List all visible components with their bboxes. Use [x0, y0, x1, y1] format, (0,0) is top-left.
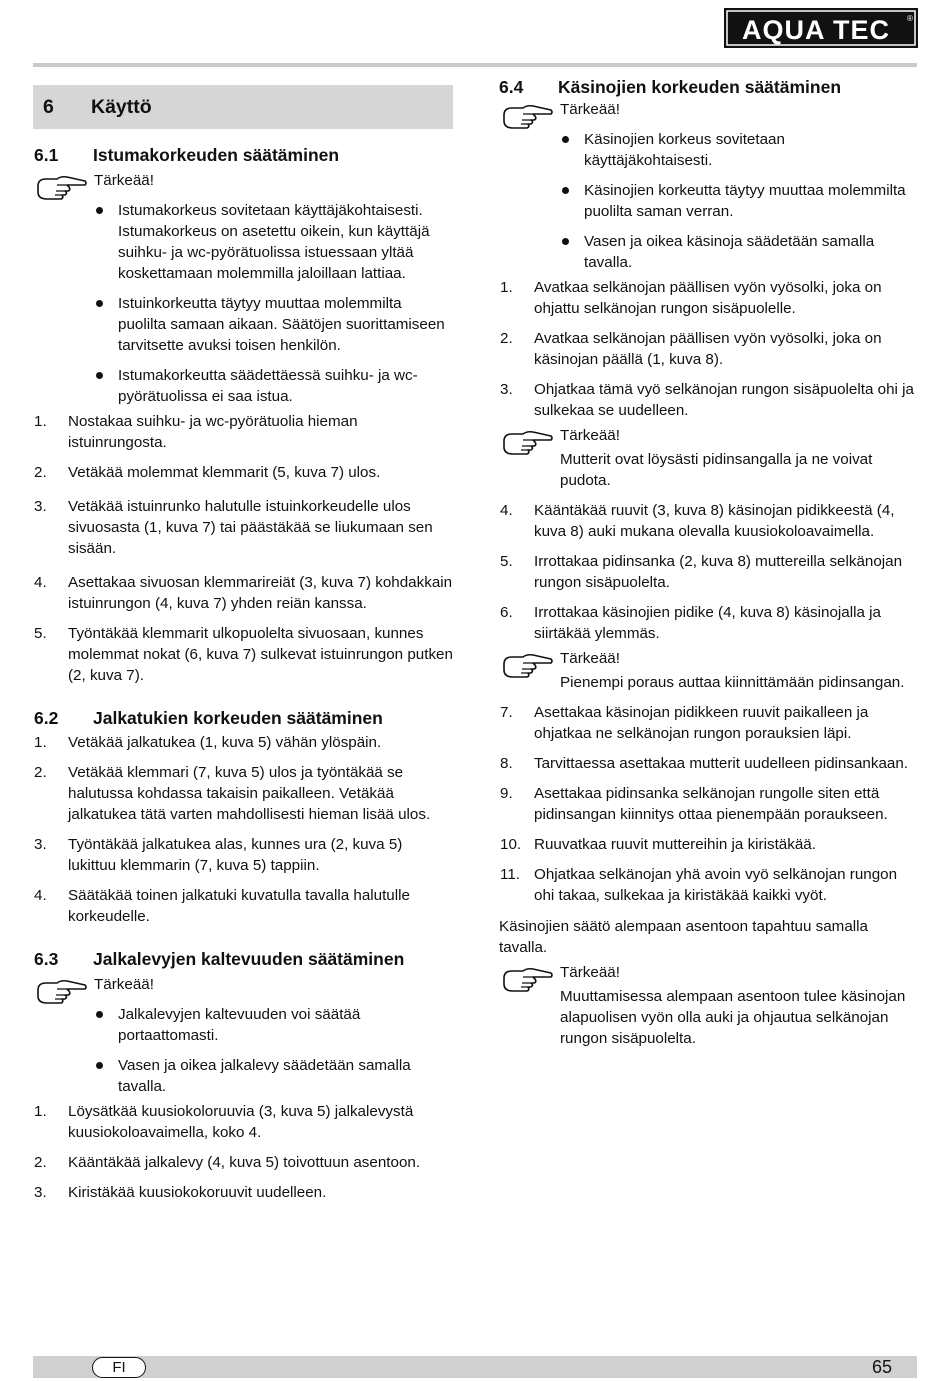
step-number: 6. — [500, 604, 513, 621]
step-text: Irrottakaa käsinojien pidike (4, kuva 8) käsinojalla ja siirtäkää ylemmäs. — [534, 604, 881, 642]
important-note — [499, 425, 917, 491]
bullet-item: Jalkalevyjen kaltevuuden voi säätää portaattomasti. — [94, 1004, 453, 1046]
step-item — [33, 1182, 453, 1203]
bullet-item: Käsinojien korkeus sovitetaan käyttäjäkohtaisesti. — [560, 129, 917, 171]
step-item — [499, 753, 917, 774]
important-note — [499, 99, 917, 273]
step-text: Asettakaa pidinsanka selkänojan rungolle siten että pidinsangan kiinnitys ottaa pienempään poraukseen. — [534, 785, 888, 823]
note-title: Tärkeää! — [560, 427, 620, 444]
language-badge: FI — [92, 1357, 146, 1378]
note-text: Pienempi poraus auttaa kiinnittämään pidinsangan. — [560, 674, 905, 691]
step-item — [33, 885, 453, 927]
step-item — [33, 572, 453, 614]
step-text: Avatkaa selkänojan päällisen vyön vyösolki, joka on käsinojan päällä (1, kuva 8). — [534, 330, 882, 368]
step-item — [499, 500, 917, 542]
section-heading-6-4 — [499, 76, 917, 98]
footer-bar — [33, 1356, 917, 1378]
step-item — [33, 496, 453, 559]
step-number: 1. — [34, 1103, 47, 1120]
step-text: Irrottakaa pidinsanka (2, kuva 8) muttereilla selkänojan rungon sisäpuolelta. — [534, 553, 903, 591]
step-text: Vetäkää jalkatukea (1, kuva 5) vähän ylöspäin. — [68, 734, 382, 751]
chapter-number: 6 — [43, 96, 54, 118]
step-number: 10. — [500, 836, 522, 853]
section-title: Käsinojien korkeuden säätäminen — [558, 77, 842, 97]
left-column — [33, 76, 453, 1203]
section-number: 6.3 — [34, 949, 59, 969]
step-number: 2. — [500, 330, 513, 347]
step-number: 1. — [34, 734, 47, 751]
step-number: 5. — [34, 625, 47, 642]
step-text: Asettakaa käsinojan pidikkeen ruuvit paikalleen ja ohjatkaa ne selkänojan rungon porauksien läpi. — [534, 704, 869, 742]
step-number: 4. — [34, 887, 47, 904]
step-number: 3. — [500, 381, 513, 398]
bullet-item: Istumakorkeus sovitetaan käyttäjäkohtaisesti. Istumakorkeus on asetettu oikein, kun käyttäjä suihku- ja wc-pyörätuolissa istuessaan yltää koskettamaan molemmilla jaloillaan lattiaa. — [94, 200, 453, 284]
step-text: Kääntäkää ruuvit (3, kuva 8) käsinojan pidikkeestä (4, kuva 8) auki mukana olevalla kuusiokoloavaimella. — [534, 502, 895, 540]
step-number: 4. — [34, 574, 47, 591]
section-number: 6.4 — [499, 77, 524, 97]
step-item — [33, 411, 453, 453]
step-text: Työntäkää jalkatukea alas, kunnes ura (2, kuva 5) lukittuu klemmarin (7, kuva 5) tappiin. — [68, 836, 403, 874]
important-note — [499, 962, 917, 1049]
note-title: Tärkeää! — [94, 172, 154, 189]
note-title: Tärkeää! — [560, 964, 620, 981]
step-number: 1. — [500, 279, 513, 296]
step-text: Kääntäkää jalkalevy (4, kuva 5) toivottuun asentoon. — [68, 1154, 421, 1171]
step-text: Löysätkää kuusiokoloruuvia (3, kuva 5) jalkalevystä kuusiokoloavaimella, koko 4. — [68, 1103, 414, 1141]
section-title: Jalkalevyjen kaltevuuden säätäminen — [93, 949, 405, 969]
step-number: 8. — [500, 755, 513, 772]
section-title: Jalkatukien korkeuden säätäminen — [93, 708, 383, 728]
svg-text:AQUA TEC: AQUA TEC — [742, 15, 890, 45]
section-heading-6-3 — [33, 948, 453, 970]
step-item — [499, 602, 917, 644]
pointing-hand-icon — [501, 965, 553, 995]
bullet-item: Istumakorkeutta säädettäessä suihku- ja wc-pyörätuolissa ei saa istua. — [94, 365, 453, 407]
aquatec-logo — [724, 8, 918, 48]
step-item — [499, 277, 917, 319]
bullet-item: Istuinkorkeutta täytyy muuttaa molemmilta puolilta samaan aikaan. Säätöjen suorittamiseen tarvitsette avuksi toisen henkilön. — [94, 293, 453, 356]
important-note — [499, 648, 917, 693]
step-item — [33, 732, 453, 753]
step-text: Vetäkää istuinrunko halutulle istuinkorkeudelle ulos sivuosasta (1, kuva 7) tai päästäkää se liukumaan sen sisään. — [68, 498, 433, 557]
step-item — [33, 462, 453, 483]
step-item — [499, 551, 917, 593]
note-text: Muuttamisessa alempaan asentoon tulee käsinojan alapuolisen vyön olla auki ja ohjautua selkänojan rungon sisäpuolelta. — [560, 988, 906, 1047]
step-number: 1. — [34, 413, 47, 430]
section-heading-6-2 — [33, 707, 453, 729]
step-item — [499, 328, 917, 370]
important-note — [33, 170, 453, 407]
step-number: 2. — [34, 464, 47, 481]
step-number: 3. — [34, 1184, 47, 1201]
step-text: Nostakaa suihku- ja wc-pyörätuolia hieman istuinrungosta. — [68, 413, 358, 451]
step-item — [499, 379, 917, 421]
step-text: Vetäkää molemmat klemmarit (5, kuva 7) ulos. — [68, 464, 381, 481]
step-item — [33, 834, 453, 876]
section-number: 6.2 — [34, 708, 59, 728]
step-item — [499, 834, 917, 855]
step-item — [499, 702, 917, 744]
right-column — [499, 76, 917, 1049]
pointing-hand-icon — [35, 173, 87, 203]
pointing-hand-icon — [501, 102, 553, 132]
step-item — [499, 783, 917, 825]
step-number: 2. — [34, 764, 47, 781]
section-heading-6-1 — [33, 144, 453, 166]
chapter-title: Käyttö — [91, 96, 152, 118]
step-text: Tarvittaessa asettakaa mutterit uudelleen pidinsankaan. — [534, 755, 909, 772]
pointing-hand-icon — [501, 651, 553, 681]
step-number: 5. — [500, 553, 513, 570]
step-text: Ohjatkaa selkänojan yhä avoin vyö selkänojan rungon ohi takaa, sulkekaa ja kiristäkää kaikki vyöt. — [534, 866, 898, 904]
pointing-hand-icon — [501, 428, 553, 458]
step-text: Ohjatkaa tämä vyö selkänojan rungon sisäpuolelta ohi ja sulkekaa se uudelleen. — [534, 381, 914, 419]
step-text: Vetäkää klemmari (7, kuva 5) ulos ja työntäkää se halutussa kohdassa takaisin paikalleen. Vetäkää jalkatukea tätä varten mahdollisesti hieman lisää ulos. — [68, 764, 431, 823]
bullet-item: Vasen ja oikea jalkalevy säädetään samalla tavalla. — [94, 1055, 453, 1097]
step-text: Säätäkää toinen jalkatuki kuvatulla tavalla halutulle korkeudelle. — [68, 887, 410, 925]
step-number: 3. — [34, 836, 47, 853]
note-title: Tärkeää! — [94, 976, 154, 993]
step-text: Avatkaa selkänojan päällisen vyön vyösolki, joka on ohjattu selkänojan rungon sisäpuolelle. — [534, 279, 882, 317]
bullet-item: Käsinojien korkeutta täytyy muuttaa molemmilta puolilta saman verran. — [560, 180, 917, 222]
step-text: Ruuvatkaa ruuvit muttereihin ja kiristäkää. — [534, 836, 816, 853]
pointing-hand-icon — [35, 977, 87, 1007]
note-title: Tärkeää! — [560, 650, 620, 667]
page-number: 65 — [872, 1357, 893, 1377]
important-note — [33, 974, 453, 1097]
step-number: 9. — [500, 785, 513, 802]
step-text: Asettakaa sivuosan klemmarireiät (3, kuva 7) kohdakkain istuinrungon (4, kuva 7) yhden reiän kanssa. — [68, 574, 453, 612]
svg-text:®: ® — [907, 14, 913, 23]
step-item — [499, 864, 917, 906]
step-item — [33, 1101, 453, 1143]
note-text: Mutterit ovat löysästi pidinsangalla ja ne voivat pudota. — [560, 451, 873, 489]
paragraph: Käsinojien säätö alempaan asentoon tapahtuu samalla tavalla. — [499, 918, 868, 956]
step-number: 4. — [500, 502, 513, 519]
step-item — [33, 762, 453, 825]
bullet-item: Vasen ja oikea käsinoja säädetään samalla tavalla. — [560, 231, 917, 273]
step-number: 3. — [34, 498, 47, 515]
step-number: 2. — [34, 1154, 47, 1171]
step-item — [33, 623, 453, 686]
step-item — [33, 1152, 453, 1173]
step-text: Kiristäkää kuusiokokoruuvit uudelleen. — [68, 1184, 327, 1201]
step-number: 7. — [500, 704, 513, 721]
header-rule — [33, 63, 917, 67]
step-text: Työntäkää klemmarit ulkopuolelta sivuosaan, kunnes molemmat nokat (6, kuva 7) sulkevat istuinrungon putken (2, kuva 7). — [68, 625, 453, 684]
section-title: Istumakorkeuden säätäminen — [93, 145, 340, 165]
note-title: Tärkeää! — [560, 101, 620, 118]
step-number: 11. — [500, 866, 520, 883]
chapter-heading — [33, 85, 453, 129]
section-number: 6.1 — [34, 145, 59, 165]
